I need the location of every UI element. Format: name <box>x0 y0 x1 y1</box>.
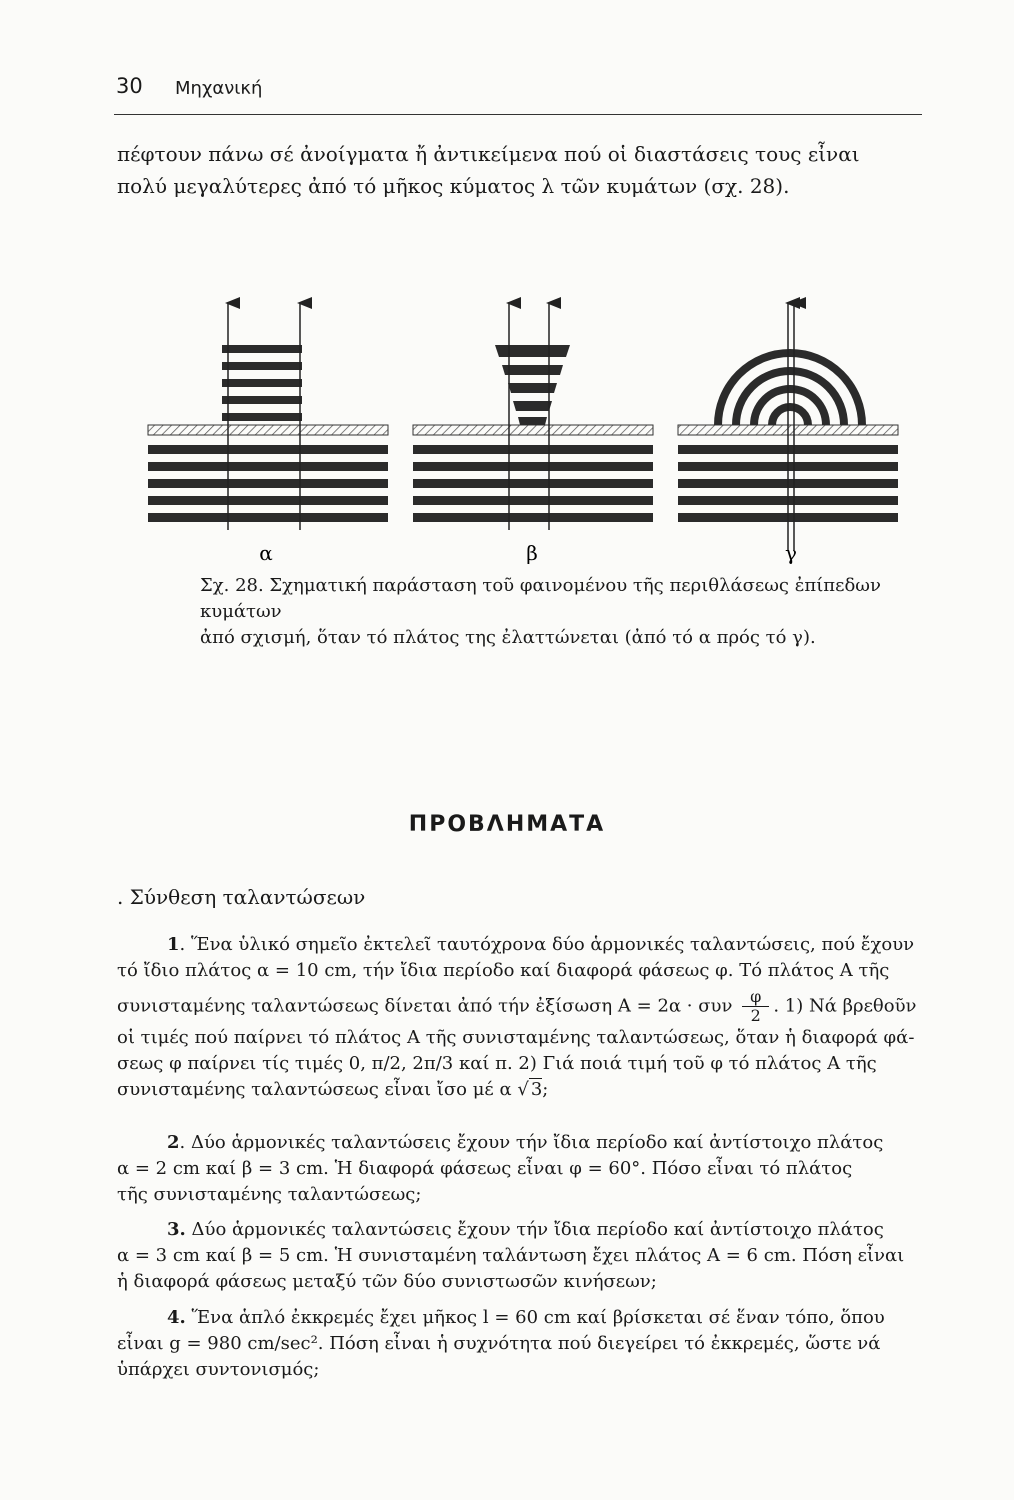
caption-line-2: ἀπό σχισμή, ὅταν τό πλάτος της ἐλαττώνεται (ἀπό τό α πρός τό γ). <box>200 627 816 648</box>
problem-2 <box>117 1130 925 1208</box>
problem-4-number: 4. <box>167 1307 186 1328</box>
sqrt-radicand: 3 <box>530 1079 543 1100</box>
problem-2-number: 2 <box>167 1132 180 1153</box>
problem-4-text-1: Ἕνα ἁπλό ἐκκρεμές ἔχει μῆκος l = 60 cm καί βρίσκεται σέ ἕναν τόπο, ὅπου <box>185 1307 885 1328</box>
problem-3-line-1 <box>117 1217 925 1243</box>
page-number: 30 <box>116 74 143 98</box>
sqrt-sign: √ <box>517 1079 529 1100</box>
problem-4-line-3: ὑπάρχει συντονισμός; <box>117 1359 320 1380</box>
problem-3 <box>117 1217 925 1295</box>
intro-line-2: πολύ μεγαλύτερες ἀπό τό μῆκος κύματος λ τῶν κυμάτων (σχ. 28). <box>117 174 790 198</box>
panel-alpha <box>148 303 388 530</box>
problem-3-line-2: α = 3 cm καί β = 5 cm. Ἡ συνισταμένη ταλάντωση ἔχει πλάτος Α = 6 cm. Πόση εἶναι <box>117 1245 905 1266</box>
problem-2-line-1 <box>117 1130 925 1156</box>
problem-1-text-6a: συνισταμένης ταλαντώσεως εἶναι ἴσο μέ α <box>117 1079 512 1100</box>
panel-gamma <box>678 303 898 550</box>
caption-line-1: Σχ. 28. Σχηματική παράσταση τοῦ φαινομένου τῆς περιθλάσεως ἐπίπεδων κυμάτων <box>200 575 881 622</box>
problem-3-line-3: ἡ διαφορά φάσεως μεταξύ τῶν δύο συνιστωσῶν κινήσεων; <box>117 1271 657 1292</box>
problem-3-text-1: Δύο ἁρμονικές ταλαντώσεις ἔχουν τήν ἴδια περίοδο καί ἀντίστοιχο πλάτος <box>185 1219 884 1240</box>
phi-over-two-fraction <box>742 988 769 1025</box>
problem-1-text-6b: ; <box>542 1079 549 1100</box>
problem-2-text-1: . Δύο ἁρμονικές ταλαντώσεις ἔχουν τήν ἴδια περίοδο καί ἀντίστοιχο πλάτος <box>179 1132 884 1153</box>
section-title: ΠΡΟΒΛΗΜΑΤΑ <box>408 812 606 837</box>
figure-28 <box>140 295 900 575</box>
problem-2-line-3: τῆς συνισταμένης ταλαντώσεως; <box>117 1184 422 1205</box>
problem-4-line-1 <box>117 1305 925 1331</box>
problem-1-text-3a: συνισταμένης ταλαντώσεως δίνεται ἀπό τήν ἐξίσωση Α = 2α · συν <box>117 995 733 1017</box>
fraction-denominator: 2 <box>750 1006 761 1025</box>
problem-1-line-3 <box>117 988 925 1025</box>
panel-beta <box>413 303 653 530</box>
label-beta: β <box>526 541 538 565</box>
problem-4 <box>117 1305 925 1383</box>
subsection-title: . Σύνθεση ταλαντώσεων <box>117 885 366 909</box>
problem-2-line-2: α = 2 cm καί β = 3 cm. Ἡ διαφορά φάσεως εἶναι φ = 60°. Πόσο εἶναι τό πλάτος <box>117 1158 853 1179</box>
problem-1-line-4: οἱ τιμές πού παίρνει τό πλάτος Α τῆς συνισταμένης ταλαντώσεως, ὅταν ἡ διαφορά φά- <box>117 1027 915 1048</box>
problem-1 <box>117 932 925 1103</box>
problem-1-line-1 <box>117 932 925 958</box>
running-title: Μηχανική <box>175 78 263 99</box>
problem-1-text-1: . Ἕνα ὑλικό σημεῖο ἐκτελεῖ ταυτόχρονα δύο ἁρμονικές ταλαντώσεις, πού ἔχουν <box>179 934 915 955</box>
label-gamma: γ <box>785 541 797 565</box>
problem-4-line-2: εἶναι g = 980 cm/sec². Πόση εἶναι ἡ συχνότητα πού διεγείρει τό ἐκκρεμές, ὥστε νά <box>117 1333 881 1354</box>
figure-caption <box>200 573 920 651</box>
problem-1-line-6 <box>117 1077 925 1103</box>
problem-1-number: 1 <box>167 934 180 955</box>
diffraction-diagram <box>140 295 900 575</box>
intro-line-1: πέφτουν πάνω σέ ἀνοίγματα ἤ ἀντικείμενα πού οἱ διαστάσεις τους εἶναι <box>117 142 860 166</box>
header-rule <box>114 114 922 115</box>
problem-1-line-5: σεως φ παίρνει τίς τιμές 0, π/2, 2π/3 καί π. 2) Γιά ποιά τιμή τοῦ φ τό πλάτος Α τῆς <box>117 1053 877 1074</box>
label-alpha: α <box>259 541 273 565</box>
problem-1-line-2: τό ἴδιο πλάτος α = 10 cm, τήν ἴδια περίοδο καί διαφορά φάσεως φ. Τό πλάτος Α τῆς <box>117 960 890 981</box>
fraction-numerator: φ <box>742 988 769 1007</box>
problem-1-text-3b: . 1) Νά βρεθοῦν <box>773 995 917 1017</box>
problem-3-number: 3. <box>167 1219 186 1240</box>
